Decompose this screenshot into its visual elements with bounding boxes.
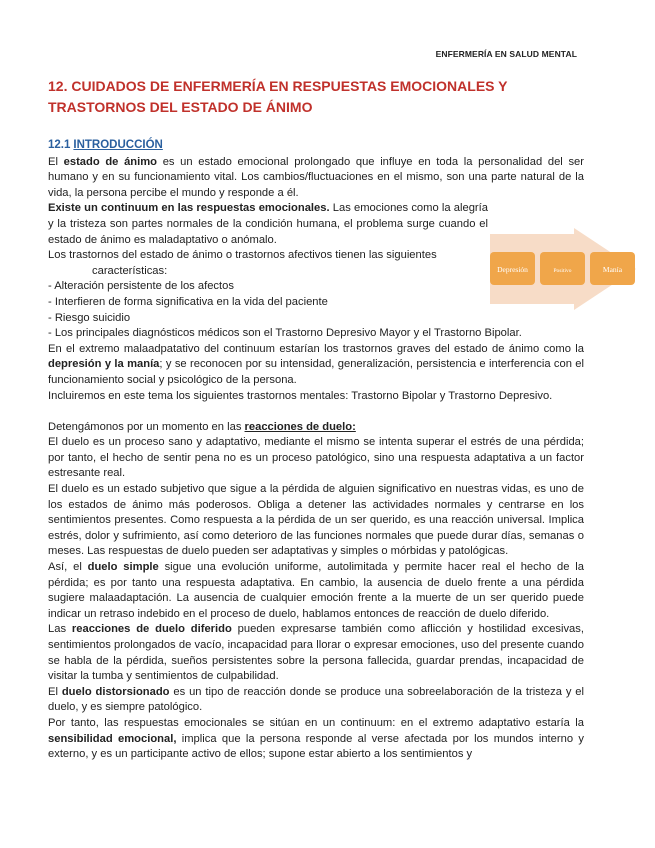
emotion-continuum-diagram [490, 228, 640, 310]
label-mania: Manía [602, 265, 623, 274]
chapter-title: 12. CUIDADOS DE ENFERMERÍA EN RESPUESTAS EMOCIONALES Y TRASTORNOS DEL ESTADO DE ÁNIMO [48, 78, 508, 115]
paragraph-duelo-diferido [48, 622, 584, 684]
text-run: características: [92, 264, 168, 277]
section-name: INTRODUCCIÓN [73, 139, 163, 151]
paragraph-continuum [48, 201, 488, 248]
text-run: El [48, 685, 62, 698]
spacer [48, 404, 584, 420]
text-run: sigue una evolución uniforme, autolimitada y permite hacer real el hecho de la pérdida; es por tanto una respuesta adaptativa. En cambio, la ausencia de duelo frente a una pérdida sugiere malaadaptación. La ausencia de cualquier emoción frente a la muerte de un ser querido puede indicar un retraso indebido en el proceso de duelo, hablamos entonces de reacción de duelo diferido. [48, 561, 584, 620]
list-item: - Interfieren de forma significativa en la vida del paciente [48, 295, 328, 308]
section-heading [48, 138, 584, 154]
text-run: es un estado emocional prolongado que influye en toda la personalidad del ser humano y en su funcionamiento vital. Los cambios/fluctuaciones en el mismo, son una parte natural de la vida, la persona percibe el mundo y responde a él. [48, 155, 584, 199]
text-run: implica que la persona responde al verse afectada por los mundos interno y externo, y es un participante activo de ellos; supone estar abierto a los sentimientos y [48, 732, 584, 761]
text-run: Por tanto, las respuestas emocionales se sitúan en un continuum: en el extremo adaptativo estaría la [48, 716, 584, 729]
bold-statement: Existe un continuum en las respuestas emocionales. [48, 202, 330, 215]
bold-term: reacciones de duelo diferido [71, 623, 232, 636]
bold-term: sensibilidad emocional, [48, 732, 177, 745]
running-header: ENFERMERÍA EN SALUD MENTAL [435, 49, 577, 59]
bold-underlined-term: reacciones de duelo: [244, 420, 356, 433]
bold-term: estado de ánimo [63, 155, 158, 168]
paragraph-duelo-simple [48, 560, 584, 622]
bold-term: duelo distorsionado [61, 685, 170, 698]
paragraph-sensibilidad [48, 716, 584, 763]
list-intro [48, 248, 488, 264]
text-run: ; y se reconocen por su intensidad, generalización, persistencia e interferencia con el funcionamiento social y psicológico de la persona. [48, 358, 584, 386]
bold-term: duelo simple [87, 561, 159, 574]
paragraph-duelo-intro [48, 420, 584, 436]
text-run: Las emociones como la alegría y la tristeza son partes normales de la condición humana, el problema surge cuando el estado de ánimo es maladaptativo o anómalo. [48, 202, 488, 246]
text-run: Las [48, 623, 72, 636]
paragraph-extremo [48, 342, 584, 389]
section-number: 12.1 [48, 139, 71, 151]
label-positivo: Positivo [553, 268, 572, 274]
bold-term: depresión y la manía [48, 358, 160, 371]
text-run: Así, el [48, 561, 88, 574]
paragraph-incluiremos: Incluiremos en este tema los siguientes trastornos mentales: Trastorno Bipolar y Trastorno Depresivo. [48, 389, 553, 402]
text-run: pueden expresarse también como aflicción y hostilidad excesivas, sentimientos prolongados de vacío, incapacidad para llorar o expresar emociones, uso del presente cuando se habla de la pérdida, sueños persistentes sobre la persona fallecida, guardar prendas, incapacidad de visitar la tumba y sentimientos de culpabilidad. [48, 623, 584, 683]
list-item: - Riesgo suicidio [48, 311, 131, 324]
paragraph-estado-animo [48, 155, 584, 202]
text-run: Los trastornos del estado de ánimo o trastornos afectivos tienen las siguientes [48, 249, 437, 262]
text-run: El [48, 155, 64, 168]
list-item: - Alteración persistente de los afectos [48, 280, 234, 293]
paragraph-duelo-sano: El duelo es un proceso sano y adaptativo, mediante el mismo se intenta superar el estrés de una pérdida; por tanto, el hecho de sentir pena no es un proceso patológico, sino una respuesta adaptativa a un factor estresante real. [48, 436, 584, 480]
paragraph-duelo-subjetivo: El duelo es un estado subjetivo que sigue a la pérdida de alguien significativo en nuestras vidas, es uno de los estados de ánimo más poderosos. Obliga a detener las actividades normales y centrarse en los sentimientos presentes. Como respuesta a la pérdida de un ser querido, es una reacción universal. Implica estrés, dolor y sufrimiento, así como deterioro de las funciones normales que puede durar días, semanas o meses. Las respuestas de duelo pueden ser adaptativas y simples o mórbidas y patológicas. [48, 483, 584, 558]
paragraph-duelo-distorsionado [48, 685, 584, 716]
text-run: Detengámonos por un momento en las [48, 420, 245, 433]
text-run: En el extremo malaadpatativo del continuum estarían los trastornos graves del estado de ánimo como la [48, 342, 584, 355]
label-depresion: Depresión [497, 265, 528, 274]
list-item: - Los principales diagnósticos médicos son el Trastorno Depresivo Mayor y el Trastorno Bipolar. [48, 327, 522, 340]
text-run: es un tipo de reacción donde se produce una sobreelaboración de la tristeza y el duelo, y es siempre patológico. [48, 685, 584, 714]
